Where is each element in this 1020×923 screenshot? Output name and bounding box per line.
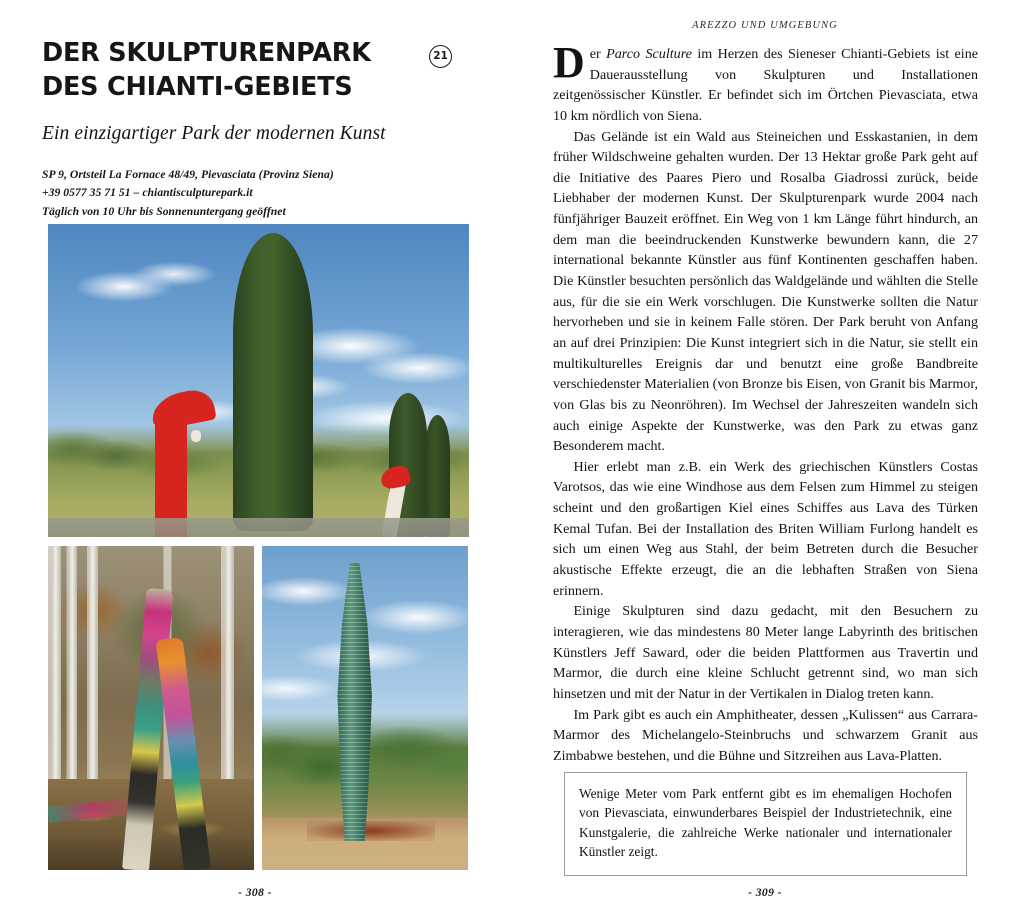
photo-green-glass-tower — [262, 546, 468, 870]
paragraph-3: Hier erlebt man z.B. ein Werk des griechischen Künstlers Costas Varotsos, das wie eine Windhose aus dem Felsen zum Himmel zu steigen scheint und den großartigen Kiel eines Schiffes aus Lava des Türken Kemal Tufan. Bei der Installation des Briten William Furlong handelt es sich um einen Weg aus Stahl, der beim Betreten durch die Besucher akustische Effekte erzeugt, die an die lebhaften Straßen von Siena erinnern. — [553, 458, 978, 599]
contact-address: SP 9, Ortsteil La Fornace 48/49, Pievasciata (Provinz Siena) — [42, 167, 334, 181]
right-page — [510, 0, 1020, 923]
road-strip — [48, 518, 469, 537]
folio-left: - 308 - — [238, 886, 272, 899]
left-page-header-block — [42, 36, 470, 222]
running-head: AREZZO UND UMGEBUNG — [692, 20, 838, 31]
page-subtitle: Ein einzigartiger Park der modernen Kunst — [42, 123, 386, 145]
photo-gallery — [48, 224, 469, 870]
cypress-tree-large — [233, 233, 313, 530]
paragraph-5: Im Park gibt es auch ein Amphitheater, dessen „Kulissen“ aus Carrara-Marmor des Michelangelo-Steinbruchs und schwarzem Granit aus Zimbabwe bestehen, und die Bühne und Sitzreihen aus Lava-Platten. — [553, 706, 978, 764]
page-title-line-1: DER SKULPTURENPARK — [42, 38, 371, 68]
paragraph-2: Das Gelände ist ein Wald aus Steineichen und Esskastanien, in dem früher Wildschweine gehalten wurden. Der 13 Hektar große Park geht auf die Initiative des Paares Piero und Rosalba Giadrossi zurück, beide Liebhaber der modernen Kunst. Der Skulpturenpark wurde 2004 nach fünfjähriger Bauzeit eröffnet. Ein Weg von 1 km Länge führt hindurch, an dem man die beeindruckenden Kunstwerke bewundern kann, die 27 international bekannte Künstler aus fünf Kontinenten geschaffen haben. Die Künstler besuchten persönlich das Waldgelände und wählten die Stelle aus, für die sie ein Werk vorschlugen. Die Kunstwerke sollten die Natur hervorheben und sie in keinem Falle stören. Der Park beruht von Anfang an auf drei Prinzipien: Die Kunst integriert sich in die Natur, sie stellt ein multikulturelles Ereignis dar und benutzt eine große Bandbreite verschiedenster Materialien (von Bronze bis Eisen, von Granit bis Marmor, von Glas bis zu Neonröhren). Im Wechsel der Jahreszeiten wandeln sich auch einige Aspekte der Kunstwerke, was den Park zu etwas ganz Besonderem macht. — [553, 128, 978, 455]
paragraph-4: Einige Skulpturen sind dazu gedacht, mit den Besuchern zu interagieren, wie das mindestens 80 Meter lange Labyrinth des britischen Künstlers Jeff Saward, oder die beiden Plattformen aus Travertin und Marmor, die durch eine kleine Schlucht getrennt sind, wo man sich hinsetzen und mit der Natur in der Vertikalen in Dialog treten kann. — [553, 603, 978, 702]
folio-right: - 309 - — [748, 886, 782, 899]
italic-parco-sculture: Parco Sculture — [606, 46, 692, 62]
paragraph-1: D er Parco Sculture im Herzen des Sieneser Chianti-Gebiets ist eine Dauerausstellung von Skulpturen und Installationen zeitgenössischer Künstler. Er befindet sich im Örtchen Pievasciata, etwa 10 km nördlich von Siena. — [553, 38, 979, 124]
contact-info — [42, 166, 470, 222]
photo-cypress-red-figures — [48, 224, 469, 537]
body-text-column — [553, 38, 979, 766]
photo-row — [48, 546, 469, 870]
page-title-line-2: DES CHIANTI-GEBIETS — [42, 72, 353, 103]
contact-hours: Täglich von 10 Uhr bis Sonnenuntergang geöffnet — [42, 205, 286, 219]
info-box: Wenige Meter vom Park entfernt gibt es im ehemaligen Hochofen von Pievasciata, einwunderbares Beispiel der Industrietechnik, eine Kunstgalerie, die zahlreiche Werke nationaler und internationaler Künstler zeigt. — [564, 772, 967, 876]
red-soil-base — [307, 821, 435, 840]
birch-trunk — [52, 546, 61, 812]
chapter-number-badge: 21 — [429, 45, 452, 68]
photo-painted-tree-trunks — [48, 546, 254, 870]
birch-trunk — [89, 546, 98, 792]
contact-phone-web: +39 0577 35 71 51 – chiantisculpturepark.it — [42, 186, 253, 200]
page-title — [42, 36, 402, 104]
